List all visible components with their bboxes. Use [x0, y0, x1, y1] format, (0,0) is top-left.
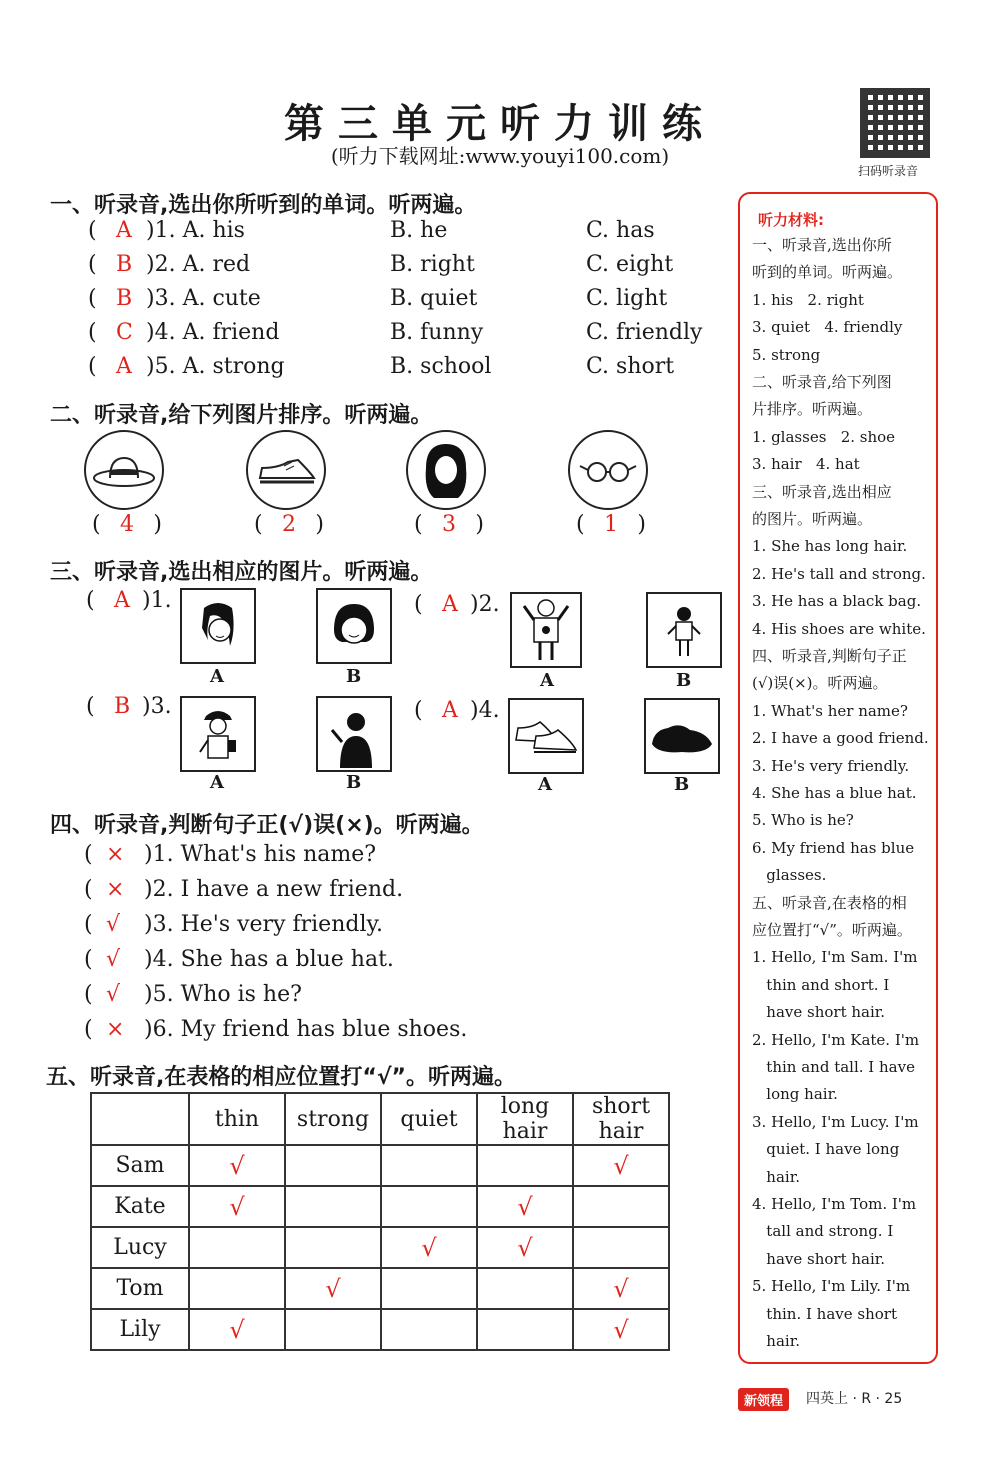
answer-paren-open: ( [84, 947, 93, 972]
tick-cell[interactable] [573, 1186, 669, 1227]
answer-paren-open: ( [84, 842, 93, 867]
table-row [91, 1268, 669, 1309]
script-line: 的图片。听两遍。 [752, 510, 873, 528]
picture-4b [644, 698, 720, 774]
answer-paren-open: ( [88, 218, 97, 243]
answer-paren-open: ( [88, 354, 97, 379]
script-line: 3. quiet 4. friendly [752, 318, 903, 337]
script-line: 2. He's tall and strong. [752, 564, 926, 583]
tick-cell[interactable]: √ [189, 1309, 285, 1350]
option-b: B. quiet [390, 286, 478, 311]
judgement-mark: √ [106, 912, 121, 937]
answer-mark: B [116, 252, 133, 277]
order-answer [92, 512, 162, 537]
script-line: thin and short. I [752, 975, 890, 994]
option-b: B. funny [390, 320, 484, 345]
script-line: hair. [752, 1332, 800, 1350]
option-b: B. he [390, 218, 448, 243]
tick-cell[interactable]: √ [573, 1145, 669, 1186]
row-name: Kate [91, 1186, 189, 1227]
table-column-header: quiet [381, 1093, 477, 1145]
judgement-mark: × [106, 842, 125, 867]
picture-3a-label: A [210, 772, 224, 793]
row-name: Tom [91, 1268, 189, 1309]
answer-paren-open: ( [414, 698, 423, 723]
picture-2b-label: B [676, 670, 692, 691]
script-line: thin and tall. I have [752, 1058, 915, 1076]
option-c: C. light [586, 286, 668, 311]
picture-3a [180, 696, 256, 772]
script-line: (√)误(×)。听两遍。 [752, 674, 888, 693]
answer-paren-open: ( [88, 252, 97, 277]
paren-close: ) [153, 512, 162, 537]
hat-icon [84, 430, 164, 510]
script-line: 3. Hello, I'm Lucy. I'm [752, 1112, 919, 1131]
script-line: 听到的单词。听两遍。 [752, 263, 903, 282]
row-name: Lucy [91, 1227, 189, 1268]
tick-cell[interactable]: √ [477, 1186, 573, 1227]
paren-open: ( [576, 512, 585, 537]
answer-mark: A [114, 588, 130, 613]
tick-cell[interactable]: √ [189, 1145, 285, 1186]
hair-icon [406, 430, 486, 510]
script-line: 3. hair 4. hat [752, 455, 860, 474]
judgement-mark: √ [106, 982, 121, 1007]
picture-3b [316, 696, 392, 772]
judgement-mark: × [106, 1017, 125, 1042]
order-answer [414, 512, 484, 537]
option-c: C. has [586, 218, 655, 243]
statement-text: )6. My friend has blue shoes. [144, 1017, 468, 1042]
picture-1a-label: A [210, 666, 224, 687]
statement-text: )2. I have a new friend. [144, 877, 404, 902]
item-number: )4. [470, 698, 500, 723]
section-5-heading: 五、听录音,在表格的相应位置打“√”。听两遍。 [46, 1065, 516, 1090]
tick-cell[interactable] [381, 1268, 477, 1309]
tick-cell[interactable] [381, 1145, 477, 1186]
section-2-heading: 二、听录音,给下列图片排序。听两遍。 [50, 403, 433, 428]
answer-mark: A [116, 218, 132, 243]
shoe-icon [246, 430, 326, 510]
script-line: thin. I have short [752, 1304, 897, 1323]
answer-mark: C [116, 320, 133, 345]
picture-2b [646, 592, 722, 668]
section-1-heading: 一、听录音,选出你所听到的单词。听两遍。 [50, 193, 477, 218]
listening-script-panel [738, 192, 938, 1364]
item-number: )3. [142, 694, 172, 719]
table-column-header: strong [285, 1093, 381, 1145]
tick-cell[interactable] [285, 1227, 381, 1268]
paren-open: ( [414, 512, 423, 537]
option-a: )2. A. red [146, 252, 251, 277]
tick-cell[interactable]: √ [477, 1227, 573, 1268]
answer-paren-open: ( [88, 320, 97, 345]
script-line: long hair. [752, 1085, 838, 1104]
tick-cell[interactable]: √ [189, 1186, 285, 1227]
script-line: 1. glasses 2. shoe [752, 427, 896, 446]
script-line: 三、听录音,选出相应 [752, 482, 892, 501]
qr-caption: 扫码听录音 [858, 164, 919, 178]
script-line: 五、听录音,在表格的相 [752, 893, 907, 912]
script-line: have short hair. [752, 1003, 886, 1022]
option-a: )4. A. friend [146, 320, 280, 345]
section-3-heading: 三、听录音,选出相应的图片。听两遍。 [50, 560, 433, 585]
option-b: B. school [390, 354, 492, 379]
table-row [91, 1309, 669, 1350]
answer-paren-open: ( [84, 877, 93, 902]
answer-paren-open: ( [414, 592, 423, 617]
statement-text: )1. What's his name? [144, 842, 377, 867]
picture-4a [508, 698, 584, 774]
row-name: Lily [91, 1309, 189, 1350]
picture-2a [510, 592, 582, 668]
script-line: 2. I have a good friend. [752, 729, 929, 748]
paren-open: ( [254, 512, 263, 537]
picture-4b-label: B [674, 774, 690, 795]
answer-paren-open: ( [84, 982, 93, 1007]
paren-close: ) [637, 512, 646, 537]
option-b: B. right [390, 252, 475, 277]
script-line: 片排序。听两遍。 [752, 400, 873, 419]
script-line: 1. his 2. right [752, 290, 864, 309]
picture-1a [180, 588, 256, 664]
tick-cell[interactable] [477, 1268, 573, 1309]
script-line: 3. He's very friendly. [752, 756, 910, 775]
script-line: 1. What's her name? [752, 701, 908, 720]
script-line: 5. strong [752, 345, 821, 364]
table-column-header: short hair [573, 1093, 669, 1145]
table-header-row [91, 1093, 669, 1145]
script-line: 4. She has a blue hat. [752, 784, 917, 802]
tick-cell[interactable] [573, 1227, 669, 1268]
page-number: 四英上 · R · 25 [806, 1391, 903, 1407]
qr-code-icon[interactable] [860, 88, 930, 158]
picture-1b [316, 588, 392, 664]
script-line: 2. Hello, I'm Kate. I'm [752, 1030, 920, 1049]
script-line: quiet. I have long [752, 1140, 900, 1159]
tick-cell[interactable]: √ [573, 1268, 669, 1309]
paren-close: ) [475, 512, 484, 537]
script-line: have short hair. [752, 1249, 886, 1268]
option-a: )1. A. his [146, 218, 245, 243]
listening-script-heading: 听力材料: [758, 211, 824, 229]
judgement-mark: √ [106, 947, 121, 972]
script-line: 四、听录音,判断句子正 [752, 647, 907, 665]
order-number: 4 [120, 512, 134, 537]
section-5-table [90, 1092, 670, 1351]
answer-paren-open: ( [84, 912, 93, 937]
tick-cell[interactable] [381, 1309, 477, 1350]
option-c: C. eight [586, 252, 674, 277]
tick-cell[interactable]: √ [381, 1227, 477, 1268]
picture-3b-label: B [346, 772, 362, 793]
picture-4a-label: A [538, 774, 552, 795]
statement-text: )3. He's very friendly. [144, 912, 383, 937]
option-c: C. short [586, 354, 675, 379]
answer-mark: B [116, 286, 133, 311]
statement-text: )4. She has a blue hat. [144, 947, 394, 972]
table-row [91, 1186, 669, 1227]
script-line: 5. Who is he? [752, 811, 854, 830]
answer-paren-open: ( [88, 286, 97, 311]
paren-open: ( [92, 512, 101, 537]
glasses-icon [568, 430, 648, 510]
tick-cell[interactable] [285, 1309, 381, 1350]
script-line: 3. He has a black bag. [752, 592, 922, 611]
picture-1b-label: B [346, 666, 362, 687]
order-answer [254, 512, 324, 537]
tick-cell[interactable] [381, 1186, 477, 1227]
script-line: 4. Hello, I'm Tom. I'm [752, 1195, 917, 1213]
script-line: hair. [752, 1167, 800, 1186]
option-a: )5. A. strong [146, 354, 285, 379]
tick-cell[interactable] [285, 1186, 381, 1227]
tick-cell[interactable] [477, 1309, 573, 1350]
answer-paren-open: ( [84, 1017, 93, 1042]
script-line: 应位置打“√”。听两遍。 [752, 921, 912, 939]
tick-cell[interactable] [285, 1145, 381, 1186]
item-number: )2. [470, 592, 500, 617]
item-number: )1. [142, 588, 172, 613]
section-4-heading: 四、听录音,判断句子正(√)误(×)。听两遍。 [50, 813, 484, 838]
answer-paren-open: ( [86, 694, 95, 719]
answer-mark: A [442, 592, 458, 617]
tick-cell[interactable]: √ [285, 1268, 381, 1309]
order-number: 2 [282, 512, 296, 537]
table-row [91, 1227, 669, 1268]
table-corner-cell [91, 1093, 189, 1145]
table-column-header: thin [189, 1093, 285, 1145]
paren-close: ) [315, 512, 324, 537]
brand-badge: 新领程 [738, 1388, 789, 1411]
table-row [91, 1145, 669, 1186]
option-a: )3. A. cute [146, 286, 261, 311]
answer-mark: B [114, 694, 131, 719]
script-line: 4. His shoes are white. [752, 619, 926, 638]
script-line: glasses. [752, 866, 827, 885]
script-line: 6. My friend has blue [752, 838, 915, 857]
order-answer [576, 512, 646, 537]
script-line: 二、听录音,给下列图 [752, 373, 892, 391]
tick-cell[interactable] [477, 1145, 573, 1186]
judgement-mark: × [106, 877, 125, 902]
row-name: Sam [91, 1145, 189, 1186]
answer-mark: A [442, 698, 458, 723]
page-subtitle: (听力下载网址:www.youyi100.com) [330, 144, 670, 168]
script-line: tall and strong. I [752, 1222, 894, 1241]
answer-paren-open: ( [86, 588, 95, 613]
option-c: C. friendly [586, 320, 703, 345]
tick-cell[interactable] [189, 1227, 285, 1268]
tick-cell[interactable] [189, 1268, 285, 1309]
order-number: 1 [604, 512, 618, 537]
picture-2a-label: A [540, 670, 554, 691]
answer-mark: A [116, 354, 132, 379]
statement-text: )5. Who is he? [144, 982, 302, 1007]
script-line: 1. She has long hair. [752, 537, 908, 556]
script-line: 1. Hello, I'm Sam. I'm [752, 948, 918, 967]
script-line: 5. Hello, I'm Lily. I'm [752, 1277, 911, 1296]
table-column-header: long hair [477, 1093, 573, 1145]
order-number: 3 [442, 512, 456, 537]
tick-cell[interactable]: √ [573, 1309, 669, 1350]
script-line: 一、听录音,选出你所 [752, 236, 892, 254]
page-title: 第三单元听力训练 [284, 101, 716, 147]
